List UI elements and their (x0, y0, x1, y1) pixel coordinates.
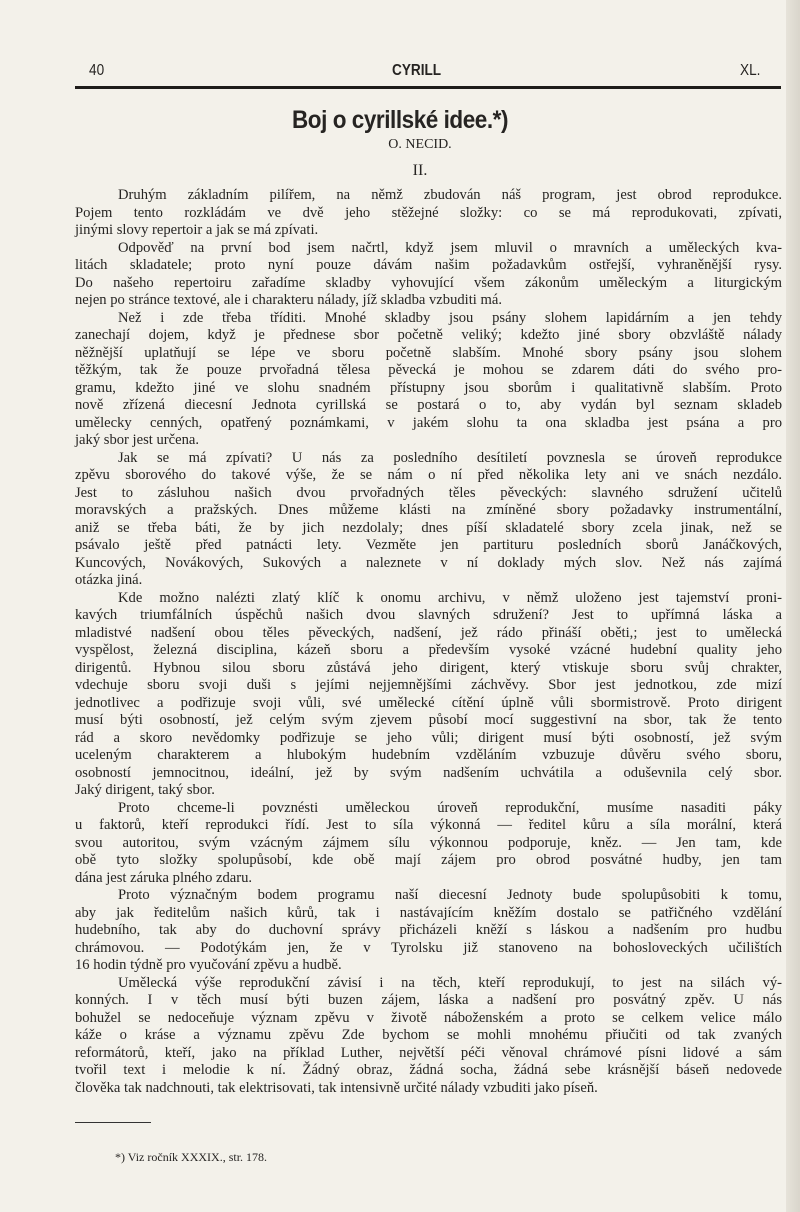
paragraph (75, 240, 782, 310)
text-line: Umělecká výše reprodukční závisí i na těch, kteří reprodukují, to jest na silách vý- (118, 974, 782, 991)
paragraph (75, 800, 782, 888)
text-line: osobností jemnocitnou, ideální, jež by svým nadšením uchvátila a oduševnila celý sbor. (75, 764, 782, 781)
text-line: Jest to zásluhou našich dvou prvořadných těles pěveckých: slavného sdružení učitelů (75, 484, 782, 501)
text-line: gramu, kdežto jiné ve slohu snadném přístupny jsou sborům i qualitativně slabším. Proto (75, 379, 782, 396)
text-line: zanechají dojem, když je přednese sbor početně veliký; kdežto jiné sbory obzvláště nálady (75, 327, 782, 343)
text-line: aby jak ředitelům našich kůrů, tak i nastávajícím kněžím dostalo se patřičného vzdělání (75, 904, 782, 921)
paragraph (75, 590, 782, 800)
text-line: u faktorů, kteří reprodukci řídí. Jest to síla výkonná — ředitel kůru a síla morální, která (75, 817, 782, 833)
footnote: *) Viz ročník XXXIX., str. 178. (115, 1150, 268, 1164)
text-line: konných. I v těch musí býti buzen zájem, láska a nadšení pro posvátný zpěv. U nás (75, 992, 782, 1008)
text-line: vdechuje sboru svoji duši s jejími nejjemnějšími záchvěvy. Sbor jest jednotkou, zde mizí (75, 677, 782, 693)
text-line: nově zřízená diecesní Jednota cyrillská se postará o to, aby vydán byl seznam skladeb (75, 397, 782, 413)
paragraph (75, 310, 782, 450)
text-line: umělecky cenných, opatřený poznámkami, v jakém slohu ta ona skladba jest psána a pro (75, 414, 782, 431)
text-line: těžkým, tak že pouze prvořadná tělesa pěvecká je mohou se zdarem dáti do svého pro- (75, 362, 782, 378)
text-line: káže o kráse a významu zpěvu Zde bychom se mohli mnohému přiučiti od tak zvaných (75, 1027, 782, 1043)
text-line: Jak se má zpívati? U nás za posledního desítiletí povznesla se úroveň reprodukce (118, 449, 782, 466)
paragraph (75, 187, 782, 240)
section-number: II. (412, 162, 428, 179)
text-line: mladistvé nadšení obou těles pěveckých, nadšení, jež rádo přináší oběti,; jest to umělecká (75, 624, 782, 641)
text-line: litách skladatele; proto nyní pouze dávám našim požadavkům ostřejší, vyhraněnější rysy. (75, 257, 782, 273)
text-line: aniž se třeba báti, že by jich nezdolaly; dnes píší skladatelé sbory zcela jinak, než se (75, 519, 782, 536)
page-number: 40 (89, 62, 105, 79)
text-line: jaký sbor jest určena. (75, 432, 200, 448)
article-title: Boj o cyrillské idee.*) (292, 106, 508, 134)
text-line: dána jest záruka plného zdaru. (75, 869, 253, 886)
text-line: člověka tak nadchnouti, tak elektrisovati, tak intensivně určité nálady vzbuditi jako píseň. (75, 1079, 598, 1096)
text-line: tvořil text i melodie k ní. Žádný obraz, žádná socha, žádná sebe krásnější báseň nedovede (75, 1062, 782, 1078)
text-line: obě tyto složky spolupůsobí, kde obě mají zájem pro obrod posvátné hudby, jen tam (75, 852, 782, 868)
text-line: zpěvu sborového do takové výše, že se nám o ní před několika lety ani ve snách nezdálo. (75, 467, 782, 483)
article-author: O. NECID. (388, 137, 452, 152)
page-edge (786, 0, 800, 1212)
text-line: jinými slovy repertoir a jak se má zpívati. (75, 222, 319, 238)
text-line: Kuncových, Novákových, Sukových a naleznete v ní doklady mých slov. Než nás zajímá (75, 554, 782, 571)
volume-number: XL. (740, 62, 761, 79)
text-line: kavých triumfálních úspěchů našich dvou slavných sdružení? Jest to upřímná láska a (75, 607, 782, 623)
text-line: jednotlivec a podřizuje svoji vůli, své umělecké cítění úplně vůli sbormistrově. Proto dirigent (75, 694, 782, 711)
text-line: rád a skoro nevědomky podřizuje se jeho vůli; dirigent musí býti osobností, jež svým (75, 729, 782, 746)
text-line: uceleným charakterem a hlubokým hudebním vzděláním vzbuzuje důvěru svého sboru, (75, 747, 782, 763)
text-line: 16 hodin týdně pro vyučování zpěvu a hudbě. (75, 957, 342, 973)
text-line: musí býti osobností, jež celým svým zjevem působí mocí suggestivní na sbor, tak že tento (75, 712, 782, 728)
text-line: Do našeho repertoiru zařadíme skladby vyhovující všem zákonům uměleckým a liturgickým (75, 274, 782, 291)
text-line: Jaký dirigent, taký sbor. (75, 782, 215, 798)
text-line: otázka jiná. (75, 572, 143, 588)
text-line: bohužel se nedoceňuje význam zpěvu v životě náboženském a proto se celkem velice málo (75, 1009, 782, 1026)
text-line: psávalo ještě před patnácti lety. Vezměte jen partituru posledních sborů Janáčkových, (75, 537, 782, 553)
text-line: Odpověď na první bod jsem načrtl, když jsem mluvil o mravních a uměleckých kva- (118, 239, 782, 256)
text-line: nejen po stránce textové, ale i charakteru nálady, jíž skladba vzbuditi má. (75, 292, 502, 308)
running-title: CYRILL (392, 62, 442, 79)
text-line: Než i zde třeba tříditi. Mnohé skladby jsou psány slohem lapidárním a jen tehdy (118, 309, 782, 326)
text-line: Kde možno nalézti zlatý klíč k onomu archivu, v němž uloženo jest tajemství proni- (118, 589, 782, 606)
text-line: Proto chceme-li povznésti uměleckou úroveň reprodukční, musíme nasaditi páky (118, 799, 782, 816)
text-line: Pojem tento rozkládám ve dvě jeho stěžejné složky: co se má reprodukovati, zpívati, (75, 204, 782, 221)
text-line: dirigentů. Hybnou silou sboru zůstává jeho dirigent, který vtiskuje sboru svůj chrakter, (75, 659, 782, 676)
text-line: svou autoritou, svým vzácným zájmem sílu výkonnou podporuje, kněz. — Jen tam, kde (75, 834, 782, 851)
text-line: něžnější uplatňují se lépe ve sboru početně slabším. Mnohé sbory psány jsou slohem (75, 344, 782, 361)
header-rule (75, 86, 781, 89)
text-line: reformátorů, kteří, jako na příklad Luther, největší péči věnoval chrámové písni lidové a sám (75, 1044, 782, 1061)
text-line: chrámovou. — Podotýkám jen, že v Tyrolsku již stanoveno na bohosloveckých učilištích (75, 939, 782, 956)
text-line: vyspělost, železná disciplina, kázeň sboru a především vysoké vzácné hudební quality jeho (75, 642, 782, 658)
text-line: moravských a pražských. Dnes můžeme klásti na zmíněné sbory požadavky instrumentální, (75, 502, 782, 518)
text-line: Druhým základním pilířem, na němž zbudován náš program, jest obrod reprodukce. (118, 187, 782, 203)
paragraph (75, 887, 782, 975)
text-line: Proto význačným bodem programu naší diecesní Jednoty bude spolupůsobiti k tomu, (118, 887, 782, 903)
paragraph (75, 975, 782, 1098)
paragraph (75, 450, 782, 590)
article-body (75, 187, 782, 1097)
footnote-rule (75, 1122, 151, 1123)
text-line: hudebního, tak aby do duchovní správy přicházeli kněží s láskou a nadšením pro hudbu (75, 922, 782, 938)
